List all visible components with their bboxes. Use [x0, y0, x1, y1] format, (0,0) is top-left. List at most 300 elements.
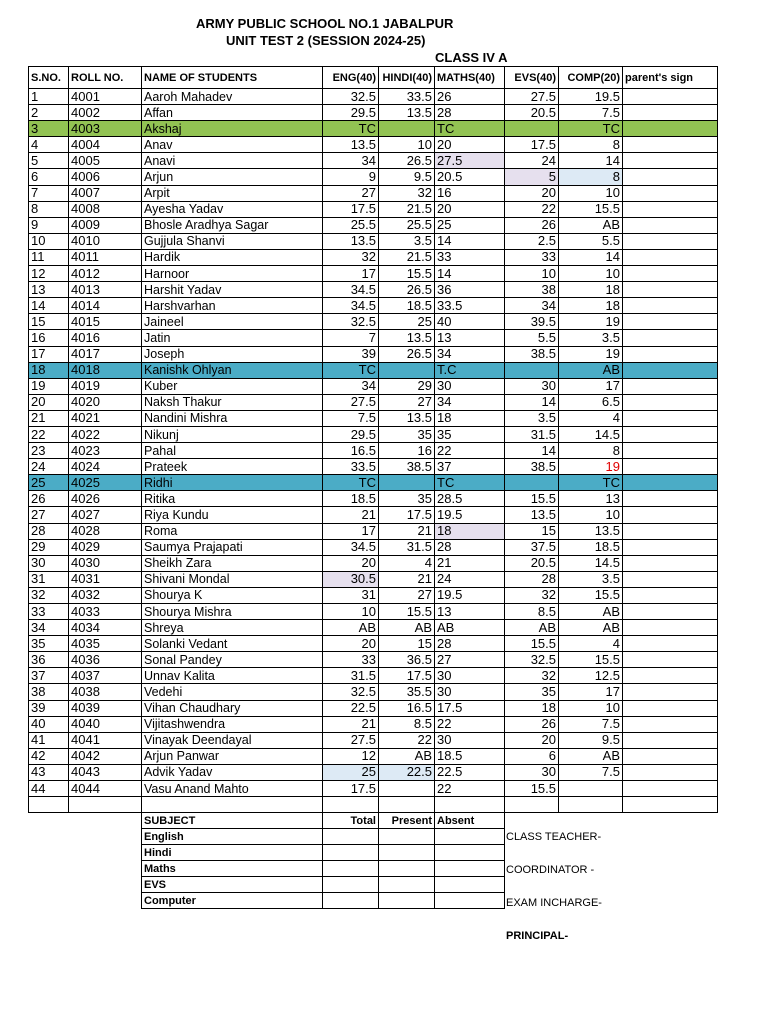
hindi-mark-cell: 25 [379, 314, 435, 330]
roll-cell: 4027 [69, 507, 142, 523]
table-row [29, 105, 718, 121]
table-row [29, 732, 718, 748]
comp-mark-cell: AB [559, 217, 623, 233]
hindi-mark-cell: 13.5 [379, 410, 435, 426]
maths-mark-cell: 19.5 [435, 587, 505, 603]
hindi-mark-cell: 35 [379, 426, 435, 442]
summary-subject: Computer [142, 893, 323, 909]
student-name-cell: Kuber [142, 378, 323, 394]
summary-subject: Hindi [142, 845, 323, 861]
table-row [29, 652, 718, 668]
student-name-cell: Shreya [142, 620, 323, 636]
maths-mark-cell: 16 [435, 185, 505, 201]
evs-mark-cell: 15 [505, 523, 559, 539]
hindi-mark-cell [379, 121, 435, 137]
roll-cell: 4010 [69, 233, 142, 249]
table-row [29, 266, 718, 282]
maths-mark-cell: 17.5 [435, 700, 505, 716]
sno-cell: 29 [29, 539, 69, 555]
roll-cell: 4040 [69, 716, 142, 732]
sno-cell: 11 [29, 249, 69, 265]
roll-cell: 4005 [69, 153, 142, 169]
roll-cell: 4039 [69, 700, 142, 716]
hindi-mark-cell: 13.5 [379, 330, 435, 346]
parent-sign-cell [623, 410, 718, 426]
roll-cell: 4038 [69, 684, 142, 700]
eng-mark-cell: 29.5 [323, 105, 379, 121]
roll-cell: 4030 [69, 555, 142, 571]
student-name-cell: Affan [142, 105, 323, 121]
sno-cell: 10 [29, 233, 69, 249]
maths-mark-cell: AB [435, 620, 505, 636]
roll-cell: 4034 [69, 620, 142, 636]
evs-mark-cell: 8.5 [505, 604, 559, 620]
roll-cell: 4026 [69, 491, 142, 507]
maths-mark-cell: TC [435, 121, 505, 137]
table-row [29, 507, 718, 523]
parent-sign-cell [623, 121, 718, 137]
student-name-cell: Pahal [142, 443, 323, 459]
table-row [29, 394, 718, 410]
parent-sign-cell [623, 426, 718, 442]
comp-mark-cell: AB [559, 748, 623, 764]
eng-mark-cell: 32.5 [323, 89, 379, 105]
marks-table [28, 66, 718, 813]
eng-mark-cell: 34.5 [323, 539, 379, 555]
evs-mark-cell: 5 [505, 169, 559, 185]
col-roll-header: ROLL NO. [69, 67, 142, 89]
header-row [29, 67, 718, 89]
hindi-mark-cell: 35.5 [379, 684, 435, 700]
parent-sign-cell [623, 282, 718, 298]
table-row [29, 716, 718, 732]
sno-cell: 21 [29, 410, 69, 426]
parent-sign-cell [623, 362, 718, 378]
table-row [29, 378, 718, 394]
comp-mark-cell: 12.5 [559, 668, 623, 684]
evs-mark-cell: 34 [505, 298, 559, 314]
maths-mark-cell: 36 [435, 282, 505, 298]
eng-mark-cell: 33.5 [323, 459, 379, 475]
student-name-cell: Vasu Anand Mahto [142, 781, 323, 797]
sno-cell: 24 [29, 459, 69, 475]
table-row [29, 362, 718, 378]
table-row [29, 121, 718, 137]
maths-mark-cell: 26 [435, 89, 505, 105]
maths-mark-cell: 21 [435, 555, 505, 571]
sno-cell: 33 [29, 604, 69, 620]
parent-sign-cell [623, 394, 718, 410]
evs-mark-cell: 37.5 [505, 539, 559, 555]
class-teacher-sign: CLASS TEACHER- [506, 831, 602, 843]
comp-mark-cell: 6.5 [559, 394, 623, 410]
school-name: ARMY PUBLIC SCHOOL NO.1 JABALPUR [196, 16, 454, 31]
student-name-cell: Solanki Vedant [142, 636, 323, 652]
eng-mark-cell: 18.5 [323, 491, 379, 507]
col-evs-header: EVS(40) [505, 67, 559, 89]
eng-mark-cell: AB [323, 620, 379, 636]
maths-mark-cell: 28.5 [435, 491, 505, 507]
table-row [29, 700, 718, 716]
eng-mark-cell: 29.5 [323, 426, 379, 442]
table-row [29, 539, 718, 555]
student-name-cell: Hardik [142, 249, 323, 265]
comp-mark-cell: 8 [559, 137, 623, 153]
sno-cell: 38 [29, 684, 69, 700]
roll-cell: 4032 [69, 587, 142, 603]
roll-cell: 4028 [69, 523, 142, 539]
comp-mark-cell: 3.5 [559, 571, 623, 587]
comp-mark-cell: 19.5 [559, 89, 623, 105]
sno-cell: 15 [29, 314, 69, 330]
hindi-mark-cell: 36.5 [379, 652, 435, 668]
evs-mark-cell: 35 [505, 684, 559, 700]
parent-sign-cell [623, 249, 718, 265]
hindi-mark-cell [379, 475, 435, 491]
roll-cell: 4011 [69, 249, 142, 265]
table-row [29, 249, 718, 265]
student-name-cell: Shourya K [142, 587, 323, 603]
sno-cell: 7 [29, 185, 69, 201]
sno-cell: 20 [29, 394, 69, 410]
maths-mark-cell: 30 [435, 378, 505, 394]
comp-mark-cell: TC [559, 475, 623, 491]
evs-mark-cell: 28 [505, 571, 559, 587]
parent-sign-cell [623, 732, 718, 748]
eng-mark-cell: TC [323, 475, 379, 491]
comp-mark-cell: 14.5 [559, 426, 623, 442]
parent-sign-cell [623, 459, 718, 475]
eng-mark-cell: 34.5 [323, 282, 379, 298]
hindi-mark-cell: 10 [379, 137, 435, 153]
table-row [29, 491, 718, 507]
comp-mark-cell: 17 [559, 378, 623, 394]
hindi-mark-cell: 33.5 [379, 89, 435, 105]
maths-mark-cell: 28 [435, 105, 505, 121]
parent-sign-cell [623, 523, 718, 539]
comp-mark-cell: 13.5 [559, 523, 623, 539]
eng-mark-cell: 31 [323, 587, 379, 603]
evs-mark-cell: 30 [505, 378, 559, 394]
roll-cell: 4008 [69, 201, 142, 217]
sno-cell: 3 [29, 121, 69, 137]
table-row [29, 185, 718, 201]
sno-cell: 40 [29, 716, 69, 732]
evs-mark-cell [505, 475, 559, 491]
hindi-mark-cell: 25.5 [379, 217, 435, 233]
hindi-mark-cell: 15.5 [379, 266, 435, 282]
table-row [29, 330, 718, 346]
evs-mark-cell: 33 [505, 249, 559, 265]
parent-sign-cell [623, 764, 718, 780]
table-row [29, 426, 718, 442]
eng-mark-cell: 30.5 [323, 571, 379, 587]
student-name-cell: Joseph [142, 346, 323, 362]
comp-mark-cell: 18 [559, 298, 623, 314]
summary-table [141, 812, 505, 909]
comp-mark-cell: 10 [559, 507, 623, 523]
student-name-cell: Shourya Mishra [142, 604, 323, 620]
sno-cell: 22 [29, 426, 69, 442]
sno-cell: 16 [29, 330, 69, 346]
test-title: UNIT TEST 2 (SESSION 2024-25) [226, 33, 426, 48]
comp-mark-cell: 10 [559, 266, 623, 282]
student-name-cell: Prateek [142, 459, 323, 475]
eng-mark-cell: 21 [323, 716, 379, 732]
student-name-cell: Bhosle Aradhya Sagar [142, 217, 323, 233]
parent-sign-cell [623, 105, 718, 121]
evs-mark-cell: 22 [505, 201, 559, 217]
parent-sign-cell [623, 346, 718, 362]
roll-cell: 4020 [69, 394, 142, 410]
roll-cell: 4009 [69, 217, 142, 233]
student-name-cell: Arjun [142, 169, 323, 185]
maths-mark-cell: 18 [435, 410, 505, 426]
evs-mark-cell: 15.5 [505, 781, 559, 797]
eng-mark-cell: TC [323, 121, 379, 137]
eng-mark-cell: 31.5 [323, 668, 379, 684]
maths-mark-cell: 13 [435, 604, 505, 620]
roll-cell: 4017 [69, 346, 142, 362]
comp-mark-cell: 14 [559, 153, 623, 169]
roll-cell: 4035 [69, 636, 142, 652]
comp-mark-cell: 15.5 [559, 201, 623, 217]
roll-cell: 4001 [69, 89, 142, 105]
eng-mark-cell: 7 [323, 330, 379, 346]
roll-cell: 4023 [69, 443, 142, 459]
sno-cell: 32 [29, 587, 69, 603]
hindi-mark-cell: 27 [379, 394, 435, 410]
maths-mark-cell: 22 [435, 781, 505, 797]
sno-cell: 12 [29, 266, 69, 282]
student-name-cell: Ayesha Yadav [142, 201, 323, 217]
evs-mark-cell: 20 [505, 185, 559, 201]
summary-row-computer [142, 893, 505, 909]
roll-cell: 4018 [69, 362, 142, 378]
table-row [29, 89, 718, 105]
student-name-cell: Akshaj [142, 121, 323, 137]
evs-mark-cell: 20.5 [505, 555, 559, 571]
maths-mark-cell: 40 [435, 314, 505, 330]
eng-mark-cell: 17 [323, 266, 379, 282]
evs-mark-cell: 5.5 [505, 330, 559, 346]
maths-mark-cell: 33.5 [435, 298, 505, 314]
roll-cell: 4007 [69, 185, 142, 201]
evs-mark-cell: 38.5 [505, 459, 559, 475]
roll-cell: 4024 [69, 459, 142, 475]
eng-mark-cell: 32.5 [323, 684, 379, 700]
maths-mark-cell: 14 [435, 266, 505, 282]
maths-mark-cell: 28 [435, 539, 505, 555]
student-name-cell: Roma [142, 523, 323, 539]
table-row [29, 587, 718, 603]
roll-cell: 4042 [69, 748, 142, 764]
comp-mark-cell: 4 [559, 410, 623, 426]
parent-sign-cell [623, 555, 718, 571]
table-row [29, 571, 718, 587]
summary-row-evs [142, 877, 505, 893]
eng-mark-cell: 9 [323, 169, 379, 185]
roll-cell: 4004 [69, 137, 142, 153]
principal-sign: PRINCIPAL- [506, 930, 569, 942]
hindi-mark-cell: 21.5 [379, 201, 435, 217]
parent-sign-cell [623, 620, 718, 636]
student-name-cell: Vihan Chaudhary [142, 700, 323, 716]
table-row [29, 217, 718, 233]
table-row [29, 523, 718, 539]
sno-cell: 42 [29, 748, 69, 764]
student-name-cell: Jaineel [142, 314, 323, 330]
eng-mark-cell: 27.5 [323, 394, 379, 410]
eng-mark-cell: 10 [323, 604, 379, 620]
eng-mark-cell: 16.5 [323, 443, 379, 459]
roll-cell: 4036 [69, 652, 142, 668]
parent-sign-cell [623, 217, 718, 233]
roll-cell: 4012 [69, 266, 142, 282]
table-row [29, 443, 718, 459]
hindi-mark-cell [379, 781, 435, 797]
maths-mark-cell: 28 [435, 636, 505, 652]
student-name-cell: Kanishk Ohlyan [142, 362, 323, 378]
evs-mark-cell: 20 [505, 732, 559, 748]
parent-sign-cell [623, 378, 718, 394]
evs-mark-cell: 32.5 [505, 652, 559, 668]
eng-mark-cell: 12 [323, 748, 379, 764]
hindi-mark-cell: 22.5 [379, 764, 435, 780]
maths-mark-cell: 19.5 [435, 507, 505, 523]
summary-header-row [142, 813, 505, 829]
parent-sign-cell [623, 571, 718, 587]
parent-sign-cell [623, 604, 718, 620]
evs-mark-cell: 26 [505, 217, 559, 233]
eng-mark-cell: 22.5 [323, 700, 379, 716]
hindi-mark-cell: AB [379, 748, 435, 764]
student-rows [29, 89, 718, 797]
coordinator-sign: COORDINATOR - [506, 864, 595, 876]
table-row [29, 410, 718, 426]
student-name-cell: Sonal Pandey [142, 652, 323, 668]
evs-mark-cell: AB [505, 620, 559, 636]
hindi-mark-cell: 38.5 [379, 459, 435, 475]
maths-mark-cell: 34 [435, 346, 505, 362]
eng-mark-cell: 32 [323, 249, 379, 265]
hindi-mark-cell: 22 [379, 732, 435, 748]
roll-cell: 4015 [69, 314, 142, 330]
eng-mark-cell: 17.5 [323, 201, 379, 217]
comp-mark-cell: 10 [559, 185, 623, 201]
table-row [29, 459, 718, 475]
table-row [29, 668, 718, 684]
parent-sign-cell [623, 443, 718, 459]
blank-row [29, 797, 718, 813]
table-row [29, 137, 718, 153]
student-name-cell: Ridhi [142, 475, 323, 491]
table-row [29, 684, 718, 700]
evs-mark-cell [505, 121, 559, 137]
parent-sign-cell [623, 475, 718, 491]
parent-sign-cell [623, 748, 718, 764]
sno-cell: 41 [29, 732, 69, 748]
comp-mark-cell: AB [559, 620, 623, 636]
parent-sign-cell [623, 684, 718, 700]
evs-mark-cell: 14 [505, 394, 559, 410]
hindi-mark-cell: 15.5 [379, 604, 435, 620]
hindi-mark-cell: 17.5 [379, 507, 435, 523]
sno-cell: 23 [29, 443, 69, 459]
sno-cell: 27 [29, 507, 69, 523]
sno-cell: 5 [29, 153, 69, 169]
evs-mark-cell: 18 [505, 700, 559, 716]
sno-cell: 43 [29, 764, 69, 780]
table-row [29, 781, 718, 797]
maths-mark-cell: 18.5 [435, 748, 505, 764]
exam-incharge-sign: EXAM INCHARGE- [506, 897, 602, 909]
student-name-cell: Sheikh Zara [142, 555, 323, 571]
eng-mark-cell: 20 [323, 555, 379, 571]
sno-cell: 25 [29, 475, 69, 491]
roll-cell: 4016 [69, 330, 142, 346]
sno-cell: 30 [29, 555, 69, 571]
evs-mark-cell: 13.5 [505, 507, 559, 523]
student-name-cell: Nikunj [142, 426, 323, 442]
comp-mark-cell: 3.5 [559, 330, 623, 346]
maths-mark-cell: 20 [435, 137, 505, 153]
evs-mark-cell: 38.5 [505, 346, 559, 362]
table-row [29, 314, 718, 330]
col-sign-header: parent's sign [623, 67, 718, 89]
roll-cell: 4019 [69, 378, 142, 394]
eng-mark-cell: 21 [323, 507, 379, 523]
hindi-mark-cell: 3.5 [379, 233, 435, 249]
table-row [29, 233, 718, 249]
sno-cell: 19 [29, 378, 69, 394]
hindi-mark-cell: 26.5 [379, 282, 435, 298]
comp-mark-cell: 14.5 [559, 555, 623, 571]
sno-cell: 13 [29, 282, 69, 298]
student-name-cell: Naksh Thakur [142, 394, 323, 410]
student-name-cell: Jatin [142, 330, 323, 346]
table-row [29, 169, 718, 185]
student-name-cell: Vinayak Deendayal [142, 732, 323, 748]
student-name-cell: Shivani Mondal [142, 571, 323, 587]
parent-sign-cell [623, 587, 718, 603]
roll-cell: 4022 [69, 426, 142, 442]
eng-mark-cell: TC [323, 362, 379, 378]
maths-mark-cell: 30 [435, 732, 505, 748]
student-name-cell: Riya Kundu [142, 507, 323, 523]
col-comp-header: COMP(20) [559, 67, 623, 89]
parent-sign-cell [623, 298, 718, 314]
hindi-mark-cell: 21 [379, 571, 435, 587]
comp-mark-cell: 13 [559, 491, 623, 507]
student-name-cell: Saumya Prajapati [142, 539, 323, 555]
maths-mark-cell: 27 [435, 652, 505, 668]
comp-mark-cell: 9.5 [559, 732, 623, 748]
summary-present-header: Present [379, 813, 435, 829]
roll-cell: 4003 [69, 121, 142, 137]
hindi-mark-cell: 26.5 [379, 346, 435, 362]
comp-mark-cell: 14 [559, 249, 623, 265]
eng-mark-cell: 32.5 [323, 314, 379, 330]
roll-cell: 4033 [69, 604, 142, 620]
roll-cell: 4013 [69, 282, 142, 298]
summary-total-header: Total [323, 813, 379, 829]
maths-mark-cell: 18 [435, 523, 505, 539]
hindi-mark-cell: 21.5 [379, 249, 435, 265]
parent-sign-cell [623, 781, 718, 797]
student-name-cell: Vedehi [142, 684, 323, 700]
student-name-cell: Aaroh Mahadev [142, 89, 323, 105]
